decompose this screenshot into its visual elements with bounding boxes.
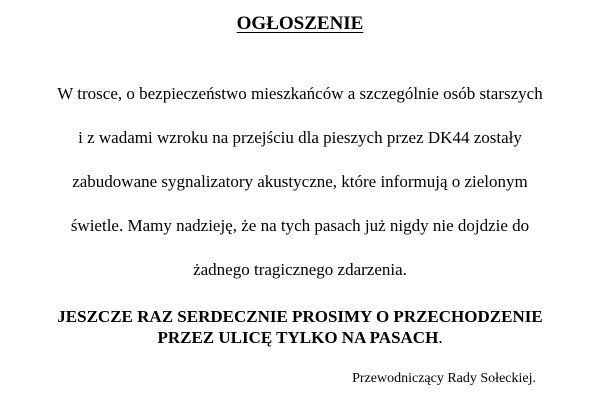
notice-body xyxy=(0,82,600,302)
body-line-4: świetle. Mamy nadzieję, że na tych pasach już nigdy nie dojdzie do xyxy=(70,216,530,235)
appeal-line-2-text: PRZEZ ULICĘ TYLKO NA PASACH xyxy=(157,328,439,347)
body-line-1: W trosce, o bezpieczeństwo mieszkańców a szczególnie osób starszych xyxy=(57,84,543,103)
notice-appeal xyxy=(0,306,600,348)
appeal-period: . xyxy=(438,328,443,347)
notice-title: OGŁOSZENIE xyxy=(236,13,364,34)
body-line-3: zabudowane sygnalizatory akustyczne, które informują o zielonym xyxy=(72,172,528,191)
appeal-line-1: JESZCZE RAZ SERDECZNIE PROSIMY O PRZECHODZENIE xyxy=(57,307,543,326)
appeal-line-2 xyxy=(0,327,600,348)
body-line-2: i z wadami wzroku na przejściu dla pieszych przez DK44 zostały xyxy=(78,128,522,147)
body-line-5: żadnego tragicznego zdarzenia. xyxy=(193,260,407,279)
signature: Przewodniczący Rady Sołeckiej. xyxy=(352,371,536,386)
